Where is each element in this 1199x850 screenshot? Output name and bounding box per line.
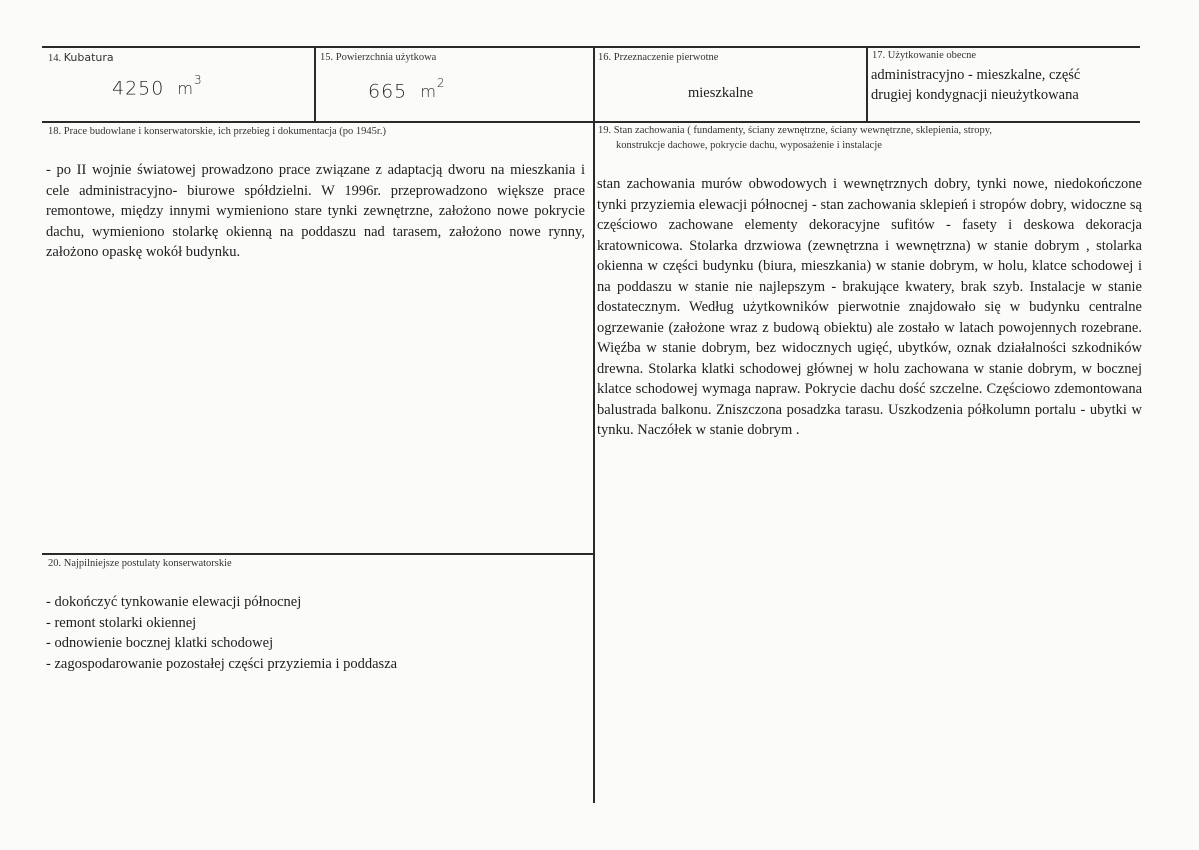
list-item: - odnowienie bocznej klatki schodowej — [46, 635, 274, 651]
field-16-value: mieszkalne — [688, 85, 754, 101]
field-15-exponent: 2 — [436, 76, 446, 90]
field-15-value — [368, 76, 446, 103]
column-divider-17 — [866, 46, 868, 122]
field-18-label: 18. Prace budowlane i konserwatorskie, ich przebieg i dokumentacja (po 1945r.) — [48, 126, 386, 137]
field-14-label-number: 14. — [48, 53, 62, 64]
table-top-border — [42, 46, 1140, 48]
field-14-label-text: Kubatura — [63, 51, 114, 64]
field-14-unit: m — [177, 79, 194, 99]
column-divider-16 — [593, 46, 595, 803]
field-14-number: 4250 — [112, 77, 165, 100]
field-19-label-line-2: konstrukcje dachowe, pokrycie dachu, wyposażenie i instalacje — [616, 140, 882, 151]
field-17-value-line-2: drugiej kondygnacji nieużytkowana — [871, 87, 1079, 103]
field-15-label: 15. Powierzchnia użytkowa — [320, 52, 437, 63]
column-divider-15 — [314, 46, 316, 122]
field-14-value — [112, 73, 203, 100]
field-16-label: 16. Przeznaczenie pierwotne — [598, 52, 719, 63]
header-row-bottom-border — [42, 121, 1140, 123]
list-item: - dokończyć tynkowanie elewacji północnej — [46, 594, 302, 610]
field-17-value-line-1: administracyjno - mieszkalne, część — [871, 67, 1081, 83]
field-14-label — [48, 51, 114, 64]
field-15-unit: m — [420, 82, 437, 102]
section-20-top-border — [42, 553, 594, 555]
field-18-text: - po II wojnie światowej prowadzono prace związane z adaptacją dworu na mieszkania i cele administracyjno- biurowe spółdzielni. W 1996r. przeprowadzono większe prace remontowe, między innymi wymieniono stare tynki zewnętrzne, założono nowe pokrycie dachu, wymieniono stolarkę okienną na poddaszu nad tarasem, założono nowe rynny, założono opaskę wokół budynku. — [46, 162, 585, 260]
field-19-text: stan zachowania murów obwodowych i wewnętrznych dobry, tynki nowe, niedokończone tynki przyziemia elewacji północnej - stan zachowania sklepień i stropów dobry, widoczne są częściowo zachowane elementy dekoracyjne sufitów - fasety i deskowa dekoracja kratownicowa. Stolarka drzwiowa (zewnętrzna i wewnętrzna) w stanie dobrym , stolarka okienna w części budynku (biura, mieszkania) w stanie dobrym, w holu, klatce schodowej i na poddaszu w stanie nie najlepszym - brakujące kwatery, brak szyb. Instalacje w stanie dostatecznym. Według użytkowników pierwotnie znajdowało się w budynku centralne ogrzewanie (założone wraz z budową obiektu) ale zostało w latach powojennych rozebrane. Więźba w stanie dobrym, bez widocznych ugięć, ubytków, oznak działalności szkodników drewna. Stolarka klatki schodowej głównej w holu zachowana w stanie dobrym, w bocznej klatce schodowej wymaga napraw. Pokrycie dachu dość szczelne. Częściowo zdemontowana balustrada balkonu. Zniszczona posadzka tarasu. Uszkodzenia półkolumn portalu - ubytki w tynku. Naczółek w stanie dobrym . — [597, 176, 1142, 438]
field-19-label-line-1: 19. Stan zachowania ( fundamenty, ściany zewnętrzne, ściany wewnętrzne, sklepienia, stropy, — [598, 125, 992, 136]
field-20-list — [46, 592, 586, 674]
list-item: - zagospodarowanie pozostałej części przyziemia i poddasza — [46, 655, 398, 672]
field-17-label: 17. Użytkowanie obecne — [872, 50, 977, 61]
field-14-exponent: 3 — [194, 73, 203, 87]
field-20-label: 20. Najpilniejsze postulaty konserwatorskie — [48, 558, 232, 569]
field-15-number: 665 — [368, 80, 408, 103]
list-item: - remont stolarki okiennej — [46, 614, 197, 631]
